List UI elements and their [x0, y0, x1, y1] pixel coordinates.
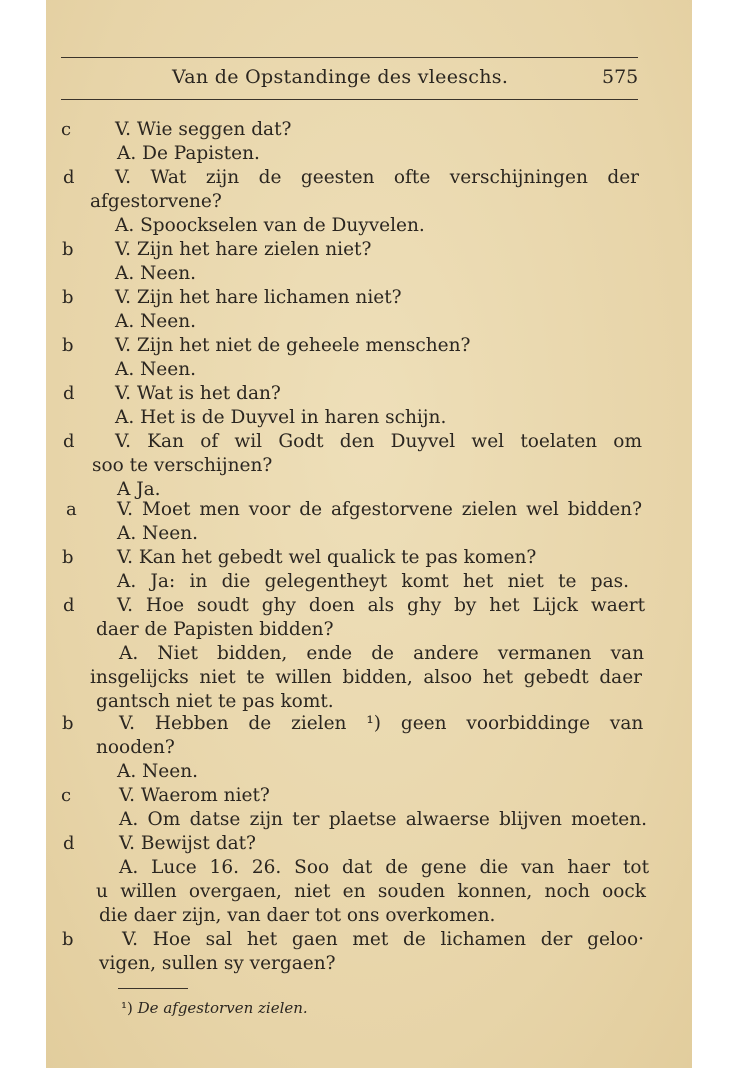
text-line: A. De Papisten. — [117, 143, 260, 164]
running-head: Van de Opstandinge des vleeschs. — [172, 66, 509, 88]
text-line: A. Neen. — [117, 761, 199, 782]
footnote-mark: ¹) — [121, 999, 133, 1017]
text-line: V. Moet men voor de afgestorvene zielen wel bidden? — [117, 499, 642, 520]
margin-marker: b — [62, 713, 74, 734]
margin-marker: b — [62, 239, 74, 260]
text-line: A Ja. — [117, 479, 161, 500]
margin-marker: d — [63, 383, 75, 404]
text-line: A. Luce 16. 26. Soo dat de gene die van haer tot — [119, 857, 649, 878]
margin-marker: d — [63, 431, 75, 452]
text-line: V. Kan het gebedt wel qualick te pas komen? — [117, 547, 537, 568]
text-line: V. Hebben de zielen ¹) geen voorbiddinge van — [119, 713, 644, 734]
text-line: daer de Papisten bidden? — [96, 619, 334, 640]
text-line: nooden? — [96, 737, 175, 758]
text-line: A. Neen. — [115, 263, 197, 284]
text-line: V. Hoe soudt ghy doen als ghy by het Lijck waert — [117, 595, 645, 616]
margin-marker: c — [61, 119, 72, 140]
text-line: V. Wat is het dan? — [115, 383, 281, 404]
text-line: V. Kan of wil Godt den Duyvel wel toelaten om — [115, 431, 642, 452]
text-line: A. Neen. — [115, 359, 197, 380]
margin-marker: b — [62, 335, 74, 356]
page-number: 575 — [602, 66, 639, 88]
text-line: A. Neen. — [115, 311, 197, 332]
margin-marker: b — [62, 929, 74, 950]
text-line: A. Ja: in die gelegentheyt komt het niet te pas. — [117, 571, 629, 592]
margin-marker: b — [62, 547, 74, 568]
margin-marker: c — [61, 785, 72, 806]
text-line: A. Spoockselen van de Duyvelen. — [115, 215, 425, 236]
text-line: V. Wat zijn de geesten ofte verschijningen der — [115, 167, 639, 188]
text-line: V. Zijn het niet de geheele menschen? — [115, 335, 471, 356]
text-line: gantsch niet te pas komt. — [96, 691, 334, 712]
header-rule-bottom — [61, 99, 638, 100]
margin-marker: d — [63, 595, 75, 616]
margin-marker: b — [62, 287, 74, 308]
margin-marker: d — [63, 833, 75, 854]
text-line: V. Hoe sal het gaen met de lichamen der geloo· — [122, 929, 644, 950]
footnote-rule — [118, 988, 188, 989]
text-line: V. Waerom niet? — [119, 785, 270, 806]
margin-marker: d — [63, 167, 75, 188]
header-rule-top — [61, 57, 638, 58]
text-line: A. Niet bidden, ende de andere vermanen van — [119, 643, 644, 664]
text-line: V. Wie seggen dat? — [115, 119, 292, 140]
footnote — [121, 999, 308, 1017]
text-line: insgelijcks niet te willen bidden, alsoo het gebedt daer — [90, 667, 642, 688]
text-line: V. Zijn het hare zielen niet? — [115, 239, 372, 260]
text-line: u willen overgaen, niet en souden konnen, noch oock — [96, 881, 646, 902]
text-line: soo te verschijnen? — [92, 455, 273, 476]
text-line: vigen, sullen sy vergaen? — [99, 953, 336, 974]
text-line: A. Neen. — [117, 523, 199, 544]
text-line: A. Om datse zijn ter plaetse alwaerse blijven moeten. — [119, 809, 647, 830]
text-line: die daer zijn, van daer tot ons overkomen. — [99, 905, 496, 926]
text-line: afgestorvene? — [90, 191, 222, 212]
text-line: V. Bewijst dat? — [119, 833, 256, 854]
footnote-text: De afgestorven zielen. — [137, 999, 308, 1017]
text-line: A. Het is de Duyvel in haren schijn. — [115, 407, 447, 428]
margin-marker: a — [66, 499, 77, 520]
text-line: V. Zijn het hare lichamen niet? — [115, 287, 402, 308]
